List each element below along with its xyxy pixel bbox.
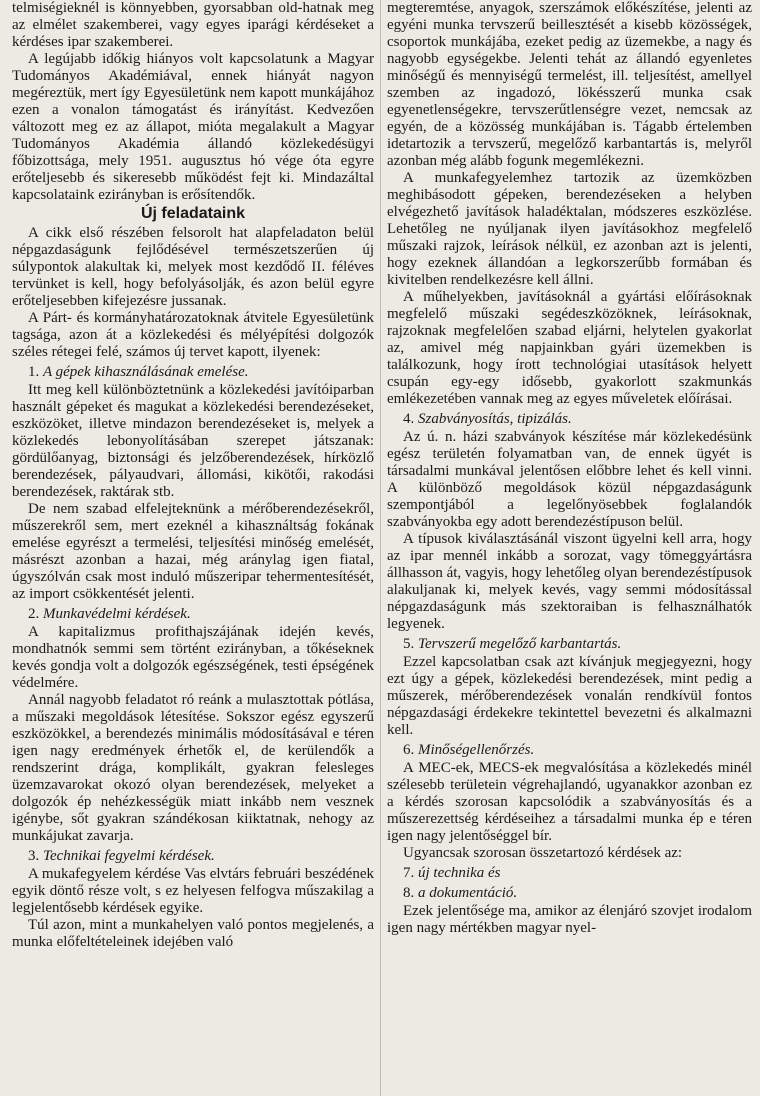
paragraph: telmiségieknél is könnyebben, gyorsabban old-hatnak meg az elmélet szakemberei, vagy egyes iparági kérdéseket a kérdéses ipar szakemberei. <box>12 0 374 50</box>
list-item-title: új technika és <box>418 865 501 881</box>
paragraph: Túl azon, mint a munkahelyen való pontos megjelenés, a munka előfeltételeinek idejében való <box>12 917 374 950</box>
paragraph: Ezek jelentősége ma, amikor az élenjáró szovjet irodalom igen nagy mértékben magyar nyel- <box>387 903 752 936</box>
list-item-number: 8. <box>403 885 415 901</box>
paragraph: A mukafegyelem kérdése Vas elvtárs februári beszédének egyik döntő része volt, s ez helyesen felfogva műszakilag a legjelentősebb kérdések egyike. <box>12 866 374 916</box>
column-divider <box>380 0 381 1096</box>
list-item-number: 3. <box>28 848 40 864</box>
list-item-heading <box>387 742 752 759</box>
list-item-heading <box>12 848 374 865</box>
paragraph: Annál nagyobb feladatot ró reánk a mulasztottak pótlása, a műszaki megoldások létesítése. Sokszor egész egyszerű eszközökkel, a berendezés minimális módosításával e téren igen nagy eredmények érhetők el, de kerülendők a rendszerint drága, komplikált, gyakran felesleges üzemzavarokat okozó olyan berendezések, melyeket a dolgozók ép nehézkességük miatt inkább nem vesznek igénybe, sőt gyakran szándékosan kiiktatnak, nehogy az munkájukat zavarja. <box>12 692 374 844</box>
paragraph: De nem szabad elfelejteknünk a mérőberendezésekről, műszerekről sem, mert ezeknél a kihasználtság fokának emelése egyrészt a termelési, teljesítési minőség emelését, másrészt azonban a hazai, még aránylag igen fiatal, úgyszólván csak most induló műszeripar tehermentesítését, az import csökkentését jelenti. <box>12 501 374 602</box>
list-item-number: 4. <box>403 411 415 427</box>
list-item-heading <box>387 636 752 653</box>
list-item-title: Tervszerű megelőző karbantartás. <box>418 636 622 652</box>
list-item-title: Technikai fegyelmi kérdések. <box>43 848 215 864</box>
list-item-heading <box>387 865 752 882</box>
paragraph: A legújabb időkig hiányos volt kapcsolatunk a Magyar Tudományos Akadémiával, ennek hiányát nagyon megéreztük, mert így Egyesületünk nem kapott munkájához ezen a vonalon támogatást és irányítást. Kedvezően változott meg ez az állapot, mióta megalakult a Magyar Tudományos Akadémia állandó közlekedésügyi főbizottsága, mely 1951. augusztus hó vége óta egyre erőteljesebb és sikeresebb működést fejt ki. Mindazáltal kapcsolataink ezirányban is erősítendők. <box>12 51 374 203</box>
list-item-number: 6. <box>403 742 415 758</box>
paragraph: A kapitalizmus profithajszájának idején kevés, mondhatnók semmi sem történt ezirányban, a tőkéseknek kevés gondja volt a dolgozók egészségének, testi épségének védelmére. <box>12 624 374 691</box>
paragraph: Az ú. n. házi szabványok készítése már közlekedésünk egész területén folyamatban van, de ennek ügyét is társadalmi munkával jelentősen előbbre lehet és kell vinni. A különböző megoldások közül népgazdaságunk szempontjából a legelőnyösebbek foglalandók szabványokba egy adott berendezéstípuson belül. <box>387 429 752 530</box>
list-item-title: A gépek kihasználásának emelése. <box>43 364 249 380</box>
list-item-number: 7. <box>403 865 415 881</box>
paragraph: Ugyancsak szorosan összetartozó kérdések az: <box>403 845 683 861</box>
list-item-title: Szabványosítás, tipizálás. <box>418 411 572 427</box>
list-item-heading <box>387 885 752 902</box>
list-item-title: Minőségellenőrzés. <box>418 742 535 758</box>
paragraph: Itt meg kell különböztetnünk a közlekedési javítóiparban használt gépeket és magukat a közlekedési berendezéseket, eszközöket, illetve mindazon berendezéseket is, melyek a közlekedés lebonyolításában szerepet játszanak: gördülőanyag, biztonsági és jelzőberendezések, hírközlő berendezések, pályaudvari, állomási, kikötői, rakodási berendezések, raktárak stb. <box>12 382 374 500</box>
paragraph: A típusok kiválasztásánál viszont ügyelni kell arra, hogy az ipar mennél inkább a sorozat, vagy tömeggyártásra állhasson át, vagyis, hogy lehetőleg olyan berendezéstípusok alakuljanak ki, melyek kevés, vagy semmi módosítással népgazdaságunk más szektoraiban is felhasználhatók legyenek. <box>387 531 752 632</box>
paragraph: Ezzel kapcsolatban csak azt kívánjuk megjegyezni, hogy ezt úgy a gépek, közlekedési berendezések, mint pedig a műszerek, mérőberendezések vonalán rendkívül fontos népgazdasági érdekekre tekintettel bevezetni és alkalmazni kell. <box>387 654 752 738</box>
list-item-heading <box>387 411 752 428</box>
paragraph: A műhelyekben, javításoknál a gyártási előírásoknak megfelelő műszaki segédeszközöknek, leírásoknak, rajzoknak megfelelően szabad eljárni, helytelen gyakorlat az, amivel még napjainkban gyári üzemekben is találkozunk, hogy írott technológiai utasítások helyett csupán egy-egy idősebb, gyakorlott szakmunkás emlékezetében vannak meg az egyes műveletek előírásai. <box>387 289 752 407</box>
list-item-number: 1. <box>28 364 40 380</box>
list-item-heading <box>12 606 374 623</box>
paragraph: A munkafegyelemhez tartozik az üzemközben meghibásodott gépeken, berendezéseken a helyben elvégezhető javítások haladéktalan, módszeres eszközlése. Lehetőleg ne nyúljanak ilyen javításokhoz megfelelő műszaki rajzok, leírások nélkül, ez azonban azt is jelenti, hogy ezeknek állandóan a legkorszerűbb formában és kivitelben rendelkezésre kell állni. <box>387 170 752 288</box>
section-heading: Új feladataink <box>140 205 246 222</box>
paragraph: A cikk első részében felsorolt hat alapfeladaton belül népgazdaságunk fejlődésével természetszerűen új súlypontok alakultak ki, melyek most kezdődő II. féléves tervünket is kell, hogy befolyásolják, és azon belül egyre erőteljesebben kifejezésre jussanak. <box>12 225 374 309</box>
right-column <box>387 0 752 1096</box>
list-item-number: 2. <box>28 606 40 622</box>
paragraph: A Párt- és kormányhatározatoknak átvitele Egyesületünk tagsága, azon át a közlekedési és mélyépítési dolgozók széles rétegei felé, számos új tervet kapott, ilyenek: <box>12 310 374 360</box>
list-item-number: 5. <box>403 636 415 652</box>
paragraph: megteremtése, anyagok, szerszámok előkészítése, jelenti az egyéni munka tervszerű beillesztését a kisebb közösségek, csoportok munkájába, ezeket pedig az üzemekbe, a nagy és nagyobb egységekbe. Jelenti tehát az állandó egyenletes minőségű és mennyiségű termelést, ill. teljesítést, amellyel szemben az ingadozó, lökésszerű munka csak egyenetlenségekre, tervszerűtlenségre vezet, nemcsak az egyén, de a közösség munkájában is. Tágabb értelemben idetartozik a tervszerű, megelőző karbantartás is, melyről azonban még alább fogunk megemlékezni. <box>387 0 752 169</box>
left-column <box>12 0 374 1096</box>
list-item-title: a dokumentáció. <box>418 885 518 901</box>
list-item-heading <box>12 364 374 381</box>
list-item-title: Munkavédelmi kérdések. <box>43 606 191 622</box>
paragraph: A MEC-ek, MECS-ek megvalósítása a közlekedés minél szélesebb területein végrehajlandó, ugyanakkor azonban ez a kérdés szorosan kapcsolódik a szabványosítás és a műszerezettség kérdéseihez a társadalmi munka ép e téren igen nagy jelentőséggel bír. <box>387 760 752 844</box>
